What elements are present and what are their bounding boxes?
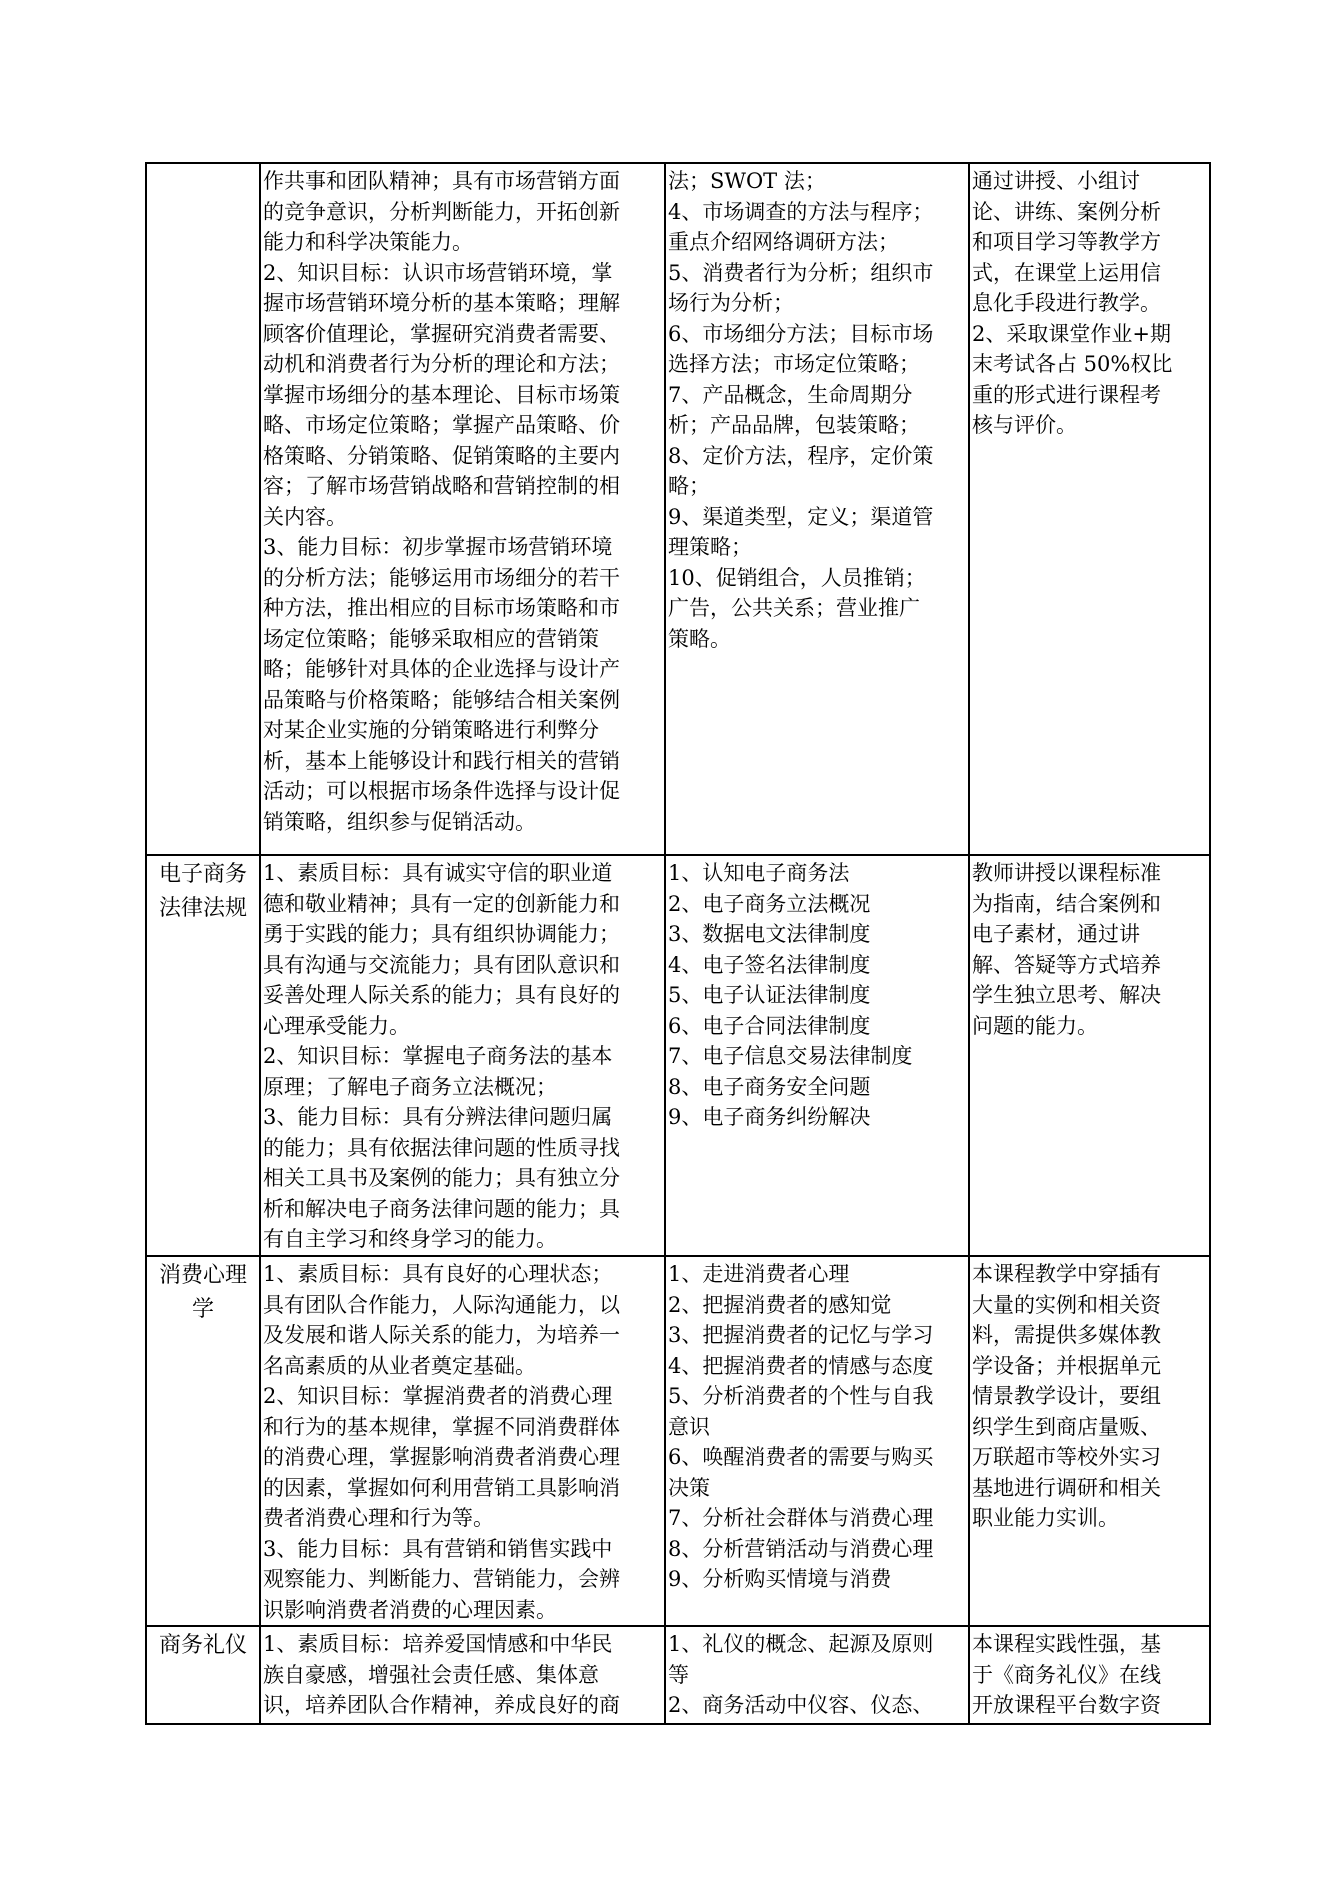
table-row — [146, 1626, 1210, 1724]
course-name-cell — [146, 163, 260, 855]
text-line: 7、产品概念，生命周期分 — [668, 382, 913, 407]
goals-text — [263, 166, 662, 837]
text-line: 问题的能力。 — [972, 1013, 1098, 1038]
text-line: 通过讲授、小组讨 — [972, 169, 1140, 193]
text-line: 握市场营销环境分析的基本策略；理解 — [263, 291, 620, 315]
text-line: 电子素材，通过讲 — [972, 922, 1140, 946]
text-line: 1、走进消费者心理 — [668, 1262, 850, 1286]
text-line: 析；产品品牌，包装策略； — [668, 413, 920, 437]
text-line: 开放课程平台数字资 — [972, 1693, 1161, 1717]
method-text — [972, 858, 1207, 1041]
text-line: 4、把握消费者的情感与态度 — [668, 1353, 934, 1378]
text-line: 重的形式进行课程考 — [972, 382, 1161, 407]
table-row — [146, 855, 1210, 1256]
text-line: 教师讲授以课程标准 — [972, 861, 1161, 885]
text-line: 2、采取课堂作业+期 — [972, 321, 1171, 346]
text-line: 2、知识目标：认识市场营销环境，掌 — [263, 260, 613, 285]
text-line: 略、市场定位策略；掌握产品策略、价 — [263, 413, 620, 437]
text-line: 学设备；并根据单元 — [972, 1353, 1161, 1378]
text-line: 理策略； — [668, 535, 752, 559]
text-line: 的竞争意识，分析判断能力，开拓创新 — [263, 199, 620, 224]
text-line: 活动；可以根据市场条件选择与设计促 — [263, 779, 620, 803]
goals-text — [263, 1259, 662, 1625]
method-text — [972, 1629, 1207, 1721]
text-line: 关内容。 — [263, 504, 347, 529]
text-line: 法；SWOT 法； — [668, 169, 826, 193]
text-line: 9、分析购买情境与消费 — [668, 1567, 892, 1591]
goals-text — [263, 858, 662, 1255]
text-line: 万联超市等校外实习 — [972, 1445, 1161, 1469]
course-name-cell — [146, 855, 260, 1256]
text-line: 和项目学习等教学方 — [972, 230, 1161, 254]
text-line: 的分析方法；能够运用市场细分的若干 — [263, 565, 620, 590]
method-text — [972, 166, 1207, 441]
text-line: 8、分析营销活动与消费心理 — [668, 1536, 934, 1561]
text-line: 有自主学习和终身学习的能力。 — [263, 1227, 557, 1251]
text-line: 销策略，组织参与促销活动。 — [263, 809, 536, 834]
text-line: 勇于实践的能力；具有组织协调能力； — [263, 922, 620, 946]
text-line: 学生独立思考、解决 — [972, 983, 1161, 1007]
text-line: 动机和消费者行为分析的理论和方法； — [263, 352, 620, 376]
text-line: 大量的实例和相关资 — [972, 1292, 1161, 1317]
text-line: 9、渠道类型，定义；渠道管 — [668, 504, 934, 529]
text-line: 织学生到商店量贩、 — [972, 1414, 1161, 1439]
text-line: 论、讲练、案例分析 — [972, 199, 1161, 224]
text-line: 等 — [668, 1662, 689, 1687]
text-line: 2、商务活动中仪容、仪态、 — [668, 1693, 934, 1717]
text-line: 2、电子商务立法概况 — [668, 891, 871, 916]
course-name: 电子商务法律法规 — [158, 862, 247, 921]
text-line: 的因素，掌握如何利用营销工具影响消 — [263, 1475, 620, 1500]
text-line: 本课程实践性强，基 — [972, 1632, 1161, 1656]
text-line: 的消费心理，掌握影响消费者消费心理 — [263, 1445, 620, 1469]
course-name: 消费心理学 — [158, 1263, 247, 1322]
content-cell — [665, 1256, 969, 1626]
text-line: 名高素质的从业者奠定基础。 — [263, 1353, 536, 1378]
goals-cell — [260, 855, 665, 1256]
text-line: 式，在课堂上运用信 — [972, 260, 1161, 285]
text-line: 核与评价。 — [972, 413, 1077, 437]
text-line: 5、消费者行为分析；组织市 — [668, 260, 934, 285]
text-line: 6、电子合同法律制度 — [668, 1013, 871, 1038]
text-line: 5、分析消费者的个性与自我 — [668, 1384, 934, 1408]
text-line: 种方法，推出相应的目标市场策略和市 — [263, 596, 620, 620]
text-line: 3、能力目标：初步掌握市场营销环境 — [263, 535, 613, 559]
method-cell — [969, 1256, 1210, 1626]
goals-cell — [260, 1626, 665, 1724]
content-text — [668, 1259, 966, 1595]
text-line: 具有沟通与交流能力；具有团队意识和 — [263, 952, 620, 977]
text-line: 8、定价方法，程序，定价策 — [668, 443, 934, 468]
goals-cell — [260, 1256, 665, 1626]
text-line: 观察能力、判断能力、营销能力，会辨 — [263, 1567, 620, 1591]
text-line: 族自豪感，增强社会责任感、集体意 — [263, 1662, 599, 1687]
content-text — [668, 166, 966, 654]
text-line: 广告，公共关系；营业推广 — [668, 596, 920, 620]
text-line: 2、知识目标：掌握电子商务法的基本 — [263, 1044, 613, 1068]
text-line: 6、唤醒消费者的需要与购买 — [668, 1445, 934, 1469]
text-line: 3、数据电文法律制度 — [668, 922, 871, 946]
table-row — [146, 163, 1210, 855]
text-line: 本课程教学中穿插有 — [972, 1262, 1161, 1286]
text-line: 相关工具书及案例的能力；具有独立分 — [263, 1166, 620, 1190]
text-line: 10、促销组合，人员推销； — [668, 565, 926, 590]
text-line: 具有团队合作能力，人际沟通能力，以 — [263, 1292, 620, 1317]
text-line: 容；了解市场营销战略和营销控制的相 — [263, 474, 620, 498]
text-line: 8、电子商务安全问题 — [668, 1074, 871, 1099]
text-line: 息化手段进行教学。 — [972, 291, 1161, 315]
course-name: 商务礼仪 — [158, 1633, 247, 1658]
text-line: 的能力；具有依据法律问题的性质寻找 — [263, 1135, 620, 1160]
goals-cell — [260, 163, 665, 855]
text-line: 场定位策略；能够采取相应的营销策 — [263, 626, 599, 651]
text-line: 于《商务礼仪》在线 — [972, 1662, 1161, 1687]
course-name-cell — [146, 1256, 260, 1626]
text-line: 策略。 — [668, 626, 731, 651]
text-line: 2、把握消费者的感知觉 — [668, 1292, 892, 1317]
text-line: 心理承受能力。 — [263, 1013, 410, 1038]
text-line: 略； — [668, 474, 710, 498]
content-cell — [665, 1626, 969, 1724]
method-cell — [969, 163, 1210, 855]
content-cell — [665, 855, 969, 1256]
text-line: 3、把握消费者的记忆与学习 — [668, 1323, 934, 1347]
course-table — [145, 162, 1211, 1725]
text-line: 费者消费心理和行为等。 — [263, 1506, 494, 1530]
text-line: 情景教学设计，要组 — [972, 1384, 1161, 1408]
text-line: 7、分析社会群体与消费心理 — [668, 1506, 934, 1530]
table-row — [146, 1256, 1210, 1626]
text-line: 顾客价值理论，掌握研究消费者需要、 — [263, 321, 620, 346]
text-line: 为指南，结合案例和 — [972, 891, 1161, 916]
text-line: 职业能力实训。 — [972, 1506, 1119, 1530]
text-line: 料，需提供多媒体教 — [972, 1323, 1161, 1347]
text-line: 和行为的基本规律，掌握不同消费群体 — [263, 1414, 620, 1439]
course-name-cell — [146, 1626, 260, 1724]
text-line: 析，基本上能够设计和践行相关的营销 — [263, 748, 620, 773]
text-line: 能力和科学决策能力。 — [263, 230, 473, 254]
text-line: 4、电子签名法律制度 — [668, 952, 871, 977]
text-line: 5、电子认证法律制度 — [668, 983, 871, 1007]
text-line: 1、礼仪的概念、起源及原则 — [668, 1632, 934, 1656]
text-line: 妥善处理人际关系的能力；具有良好的 — [263, 983, 620, 1007]
text-line: 品策略与价格策略；能够结合相关案例 — [263, 687, 620, 712]
method-cell — [969, 855, 1210, 1256]
text-line: 格策略、分销策略、促销策略的主要内 — [263, 443, 620, 468]
text-line: 4、市场调查的方法与程序； — [668, 199, 934, 224]
content-text — [668, 858, 966, 1133]
content-cell — [665, 163, 969, 855]
text-line: 1、素质目标：具有良好的心理状态； — [263, 1262, 613, 1286]
text-line: 解、答疑等方式培养 — [972, 952, 1161, 977]
text-line: 1、素质目标：培养爱国情感和中华民 — [263, 1632, 613, 1656]
text-line: 原理；了解电子商务立法概况； — [263, 1074, 557, 1099]
text-line: 9、电子商务纠纷解决 — [668, 1105, 871, 1129]
text-line: 选择方法；市场定位策略； — [668, 352, 920, 376]
text-line: 场行为分析； — [668, 291, 794, 315]
text-line: 3、能力目标：具有营销和销售实践中 — [263, 1536, 613, 1561]
goals-text — [263, 1629, 662, 1721]
text-line: 重点介绍网络调研方法； — [668, 230, 899, 254]
text-line: 识影响消费者消费的心理因素。 — [263, 1597, 557, 1622]
text-line: 意识 — [668, 1414, 710, 1439]
text-line: 2、知识目标：掌握消费者的消费心理 — [263, 1384, 613, 1408]
text-line: 掌握市场细分的基本理论、目标市场策 — [263, 382, 620, 407]
text-line: 识，培养团队合作精神，养成良好的商 — [263, 1693, 620, 1717]
method-cell — [969, 1626, 1210, 1724]
text-line: 析和解决电子商务法律问题的能力；具 — [263, 1196, 620, 1221]
text-line: 3、能力目标：具有分辨法律问题归属 — [263, 1105, 613, 1129]
content-text — [668, 1629, 966, 1721]
text-line: 1、素质目标：具有诚实守信的职业道 — [263, 861, 613, 885]
text-line: 对某企业实施的分销策略进行利弊分 — [263, 718, 599, 742]
text-line: 德和敬业精神；具有一定的创新能力和 — [263, 891, 620, 916]
method-text — [972, 1259, 1207, 1534]
text-line: 6、市场细分方法；目标市场 — [668, 321, 934, 346]
text-line: 末考试各占 50%权比 — [972, 352, 1173, 376]
text-line: 略；能够针对具体的企业选择与设计产 — [263, 657, 620, 681]
text-line: 及发展和谐人际关系的能力，为培养一 — [263, 1323, 620, 1347]
text-line: 1、认知电子商务法 — [668, 861, 850, 885]
text-line: 7、电子信息交易法律制度 — [668, 1044, 913, 1068]
text-line: 作共事和团队精神；具有市场营销方面 — [263, 169, 620, 193]
text-line: 决策 — [668, 1475, 710, 1500]
text-line: 基地进行调研和相关 — [972, 1475, 1161, 1500]
